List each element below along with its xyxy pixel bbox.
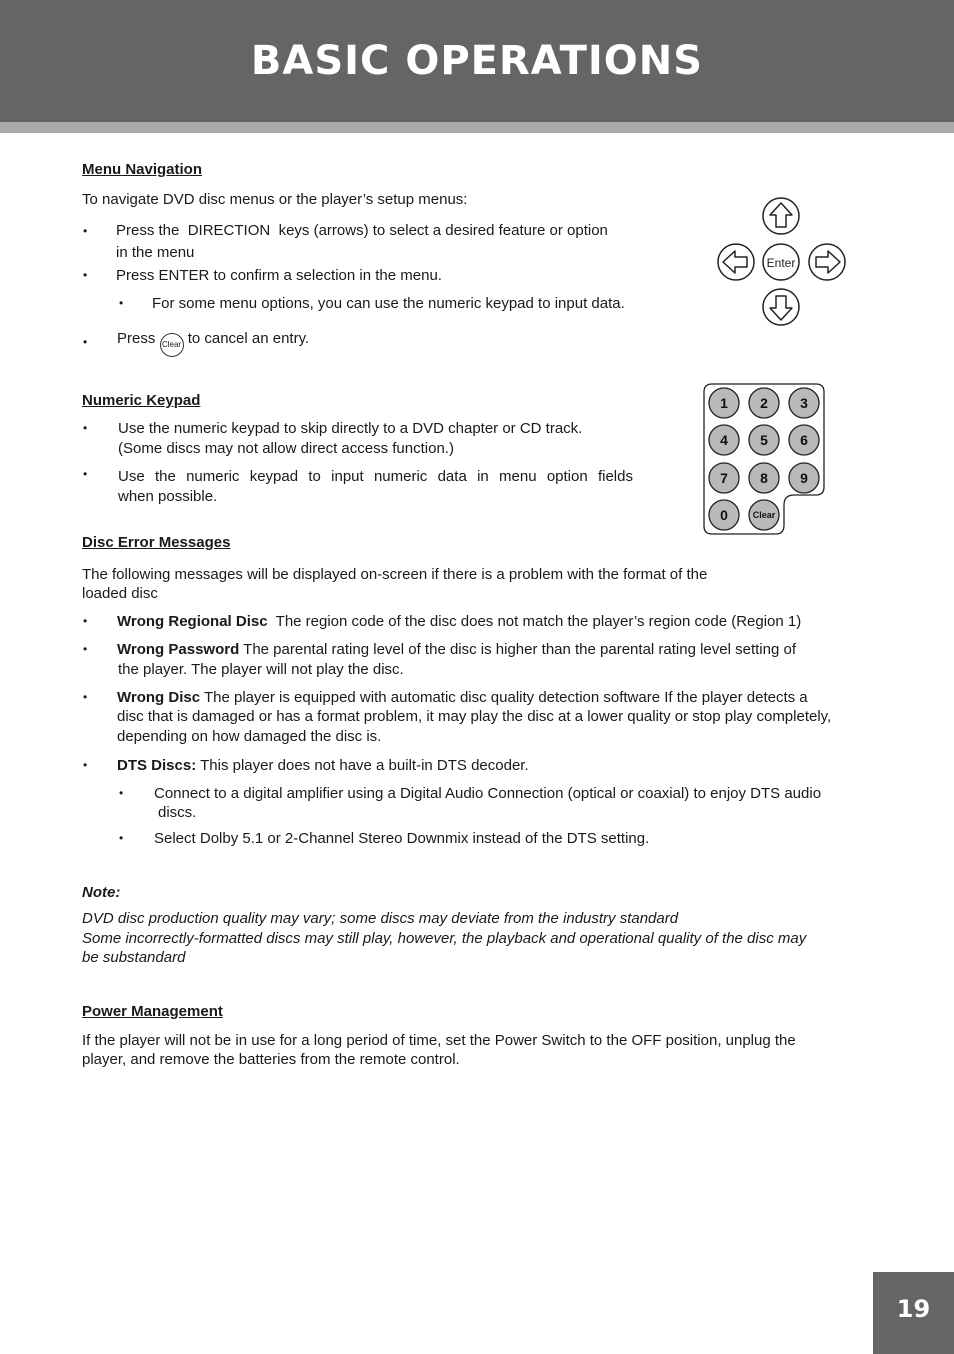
bullet: • bbox=[83, 224, 88, 238]
left-arrow-icon bbox=[718, 244, 754, 280]
keypad-key-1 bbox=[709, 388, 739, 418]
keypad-bullet-1: Use the numeric keypad to skip directly to a DVD chapter or CD track. bbox=[118, 420, 583, 437]
note-line-3: be substandard bbox=[82, 949, 186, 966]
keypad-bullet-2-line2: when possible. bbox=[118, 488, 218, 505]
text: keys (arrows) to select a desired feature or option bbox=[278, 222, 608, 239]
svg-text:3: 3 bbox=[800, 395, 808, 411]
bullet: • bbox=[83, 335, 88, 349]
down-arrow-icon bbox=[763, 289, 799, 325]
bullet: • bbox=[119, 296, 124, 310]
menu-nav-sub-bullet: For some menu options, you can use the numeric keypad to input data. bbox=[152, 295, 625, 312]
keypad-key-5 bbox=[749, 425, 779, 455]
bullet: • bbox=[119, 786, 124, 800]
text: This player does not have a built-in DTS decoder. bbox=[200, 757, 529, 774]
power-heading: Power Management bbox=[82, 1003, 223, 1020]
note-line-2: Some incorrectly-formatted discs may still play, however, the playback and operational quality of the disc may bbox=[82, 930, 807, 947]
text: The player is equipped with automatic disc quality detection software If the player detects a bbox=[203, 689, 808, 706]
bullet: • bbox=[83, 467, 88, 481]
svg-text:Clear: Clear bbox=[752, 510, 776, 520]
disc-errors-heading: Disc Error Messages bbox=[82, 534, 231, 551]
svg-text:2: 2 bbox=[760, 395, 768, 411]
error-wrong-regional bbox=[117, 612, 801, 632]
page-title: BASIC OPERATIONS bbox=[250, 38, 704, 84]
svg-text:8: 8 bbox=[760, 470, 768, 486]
keypad-key-clear bbox=[749, 500, 779, 530]
bullet: • bbox=[83, 758, 88, 772]
svg-text:7: 7 bbox=[720, 470, 728, 486]
header-stripe bbox=[0, 122, 954, 133]
dts-sub-bullet-2: Select Dolby 5.1 or 2-Channel Stereo Downmix instead of the DTS setting. bbox=[154, 830, 650, 847]
svg-text:1: 1 bbox=[720, 395, 728, 411]
text: Wrong Password bbox=[117, 641, 240, 658]
bullet: • bbox=[119, 831, 124, 845]
dts-sub-bullet-1-line2: discs. bbox=[158, 804, 197, 821]
error-wrong-disc-line2: disc that is damaged or has a format problem, it may play the disc at a lower quality or stop play completely, bbox=[117, 708, 832, 725]
keypad-key-7 bbox=[709, 463, 739, 493]
keypad-bullet-2: Use the numeric keypad to input numeric data in menu option fields bbox=[118, 468, 633, 485]
keypad-bullet-1-line2: (Some discs may not allow direct access function.) bbox=[118, 440, 454, 457]
text: The region code of the disc does not match the player’s region code (Region 1) bbox=[275, 613, 802, 630]
svg-text:0: 0 bbox=[720, 507, 728, 523]
numeric-keypad-illustration bbox=[702, 382, 828, 537]
keypad-key-4 bbox=[709, 425, 739, 455]
dts-sub-bullet-1: Connect to a digital amplifier using a Digital Audio Connection (optical or coaxial) to enjoy DTS audio bbox=[154, 785, 822, 802]
menu-nav-bullet-1-line2: in the menu bbox=[116, 244, 195, 261]
keypad-key-9 bbox=[789, 463, 819, 493]
svg-text:9: 9 bbox=[800, 470, 808, 486]
keypad-key-6 bbox=[789, 425, 819, 455]
keypad-key-2 bbox=[749, 388, 779, 418]
enter-label: Enter bbox=[766, 256, 796, 270]
text: DTS Discs: bbox=[117, 757, 197, 774]
bullet: • bbox=[83, 421, 88, 435]
note-line-1: DVD disc production quality may vary; some discs may deviate from the industry standard bbox=[82, 910, 679, 927]
page-number: 19 bbox=[873, 1272, 954, 1354]
numeric-keypad-heading: Numeric Keypad bbox=[82, 392, 201, 409]
error-wrong-password bbox=[117, 640, 796, 660]
text: Press bbox=[117, 330, 156, 347]
clear-button-icon: Clear bbox=[160, 333, 184, 357]
menu-navigation-intro: To navigate DVD disc menus or the player’s setup menus: bbox=[82, 191, 468, 208]
text: The parental rating level of the disc is higher than the parental rating level setting of bbox=[243, 641, 796, 658]
bullet: • bbox=[83, 268, 88, 282]
text: Press the bbox=[116, 222, 180, 239]
menu-nav-bullet-2: Press ENTER to confirm a selection in the menu. bbox=[116, 267, 442, 284]
enter-button-icon bbox=[763, 244, 799, 280]
error-dts-discs bbox=[117, 756, 529, 776]
bullet: • bbox=[83, 642, 88, 656]
svg-text:4: 4 bbox=[720, 432, 728, 448]
text: Wrong Regional Disc bbox=[117, 613, 268, 630]
svg-text:5: 5 bbox=[760, 432, 768, 448]
up-arrow-icon bbox=[763, 198, 799, 234]
direction-pad-illustration bbox=[712, 193, 852, 328]
error-wrong-disc bbox=[117, 688, 808, 708]
svg-text:6: 6 bbox=[800, 432, 808, 448]
text: to cancel an entry. bbox=[187, 330, 310, 347]
bullet: • bbox=[83, 690, 88, 704]
bullet: • bbox=[83, 614, 88, 628]
keypad-key-8 bbox=[749, 463, 779, 493]
error-wrong-password-line2: the player. The player will not play the disc. bbox=[118, 661, 404, 678]
note-title: Note: bbox=[82, 884, 121, 901]
error-wrong-disc-line3: depending on how damaged the disc is. bbox=[117, 728, 382, 745]
right-arrow-icon bbox=[809, 244, 845, 280]
power-line-1: If the player will not be in use for a long period of time, set the Power Switch to the OFF position, unplug the bbox=[82, 1032, 796, 1049]
keypad-key-0 bbox=[709, 500, 739, 530]
text: Wrong Disc bbox=[117, 689, 201, 706]
menu-nav-bullet-1 bbox=[116, 221, 608, 241]
menu-navigation-heading: Menu Navigation bbox=[82, 161, 203, 178]
keypad-key-3 bbox=[789, 388, 819, 418]
disc-errors-intro: The following messages will be displayed on-screen if there is a problem with the format of the bbox=[82, 566, 708, 583]
text: DIRECTION bbox=[187, 222, 271, 239]
menu-nav-bullet-3 bbox=[117, 329, 309, 357]
power-line-2: player, and remove the batteries from the remote control. bbox=[82, 1051, 460, 1068]
disc-errors-intro-line2: loaded disc bbox=[82, 585, 158, 602]
